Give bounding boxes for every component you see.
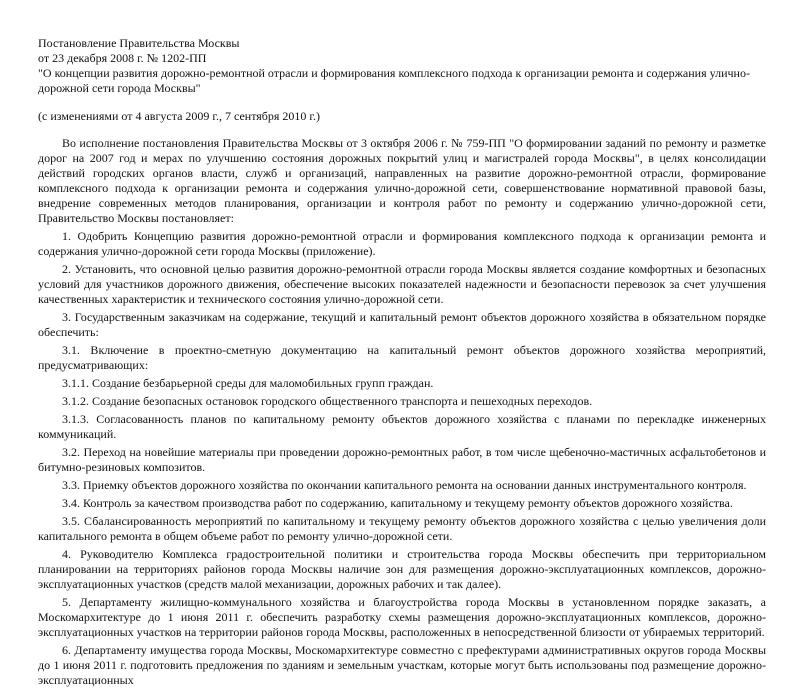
clause-1: 1. Одобрить Концепцию развития дорожно-ремонтной отрасли и формирования комплексного подхода к организации ремонта и содержания улично-дорожной сети города Москвы (приложение). <box>38 229 766 258</box>
clause-3-1-2: 3.1.2. Создание безопасных остановок городского общественного транспорта и пешеходных переходов. <box>62 394 593 408</box>
clause-3-2: 3.2. Переход на новейшие материалы при проведении дорожно-ремонтных работ, в том числе щебеночно-мастичных асфальтобетонов и битумно-резиновых композитов. <box>38 445 766 474</box>
clause-3-5: 3.5. Сбалансированность мероприятий по капитальному и текущему ремонту объектов дорожного хозяйства с целью увеличения доли капитального ремонта в общем объеме работ по ремонту улично-дорожной сети. <box>38 514 766 543</box>
clause-3-1-1: 3.1.1. Создание безбарьерной среды для маломобильных групп граждан. <box>62 376 434 390</box>
document-title: "О концепции развития дорожно-ремонтной отрасли и формирования комплексного подхода к организации ремонта и содержания улично-дорожной сети города Москвы" <box>38 66 750 95</box>
document-header <box>38 36 766 96</box>
clause-3-1-3: 3.1.3. Согласованность планов по капитальному ремонту объектов дорожного хозяйства с планами по перекладке инженерных коммуникаций. <box>38 412 766 441</box>
document-page <box>38 36 766 691</box>
preamble-paragraph: Во исполнение постановления Правительства Москвы от 3 октября 2006 г. № 759-ПП "О формировании заданий по ремонту и разметке дорог на 2007 год и мерах по улучшению состояния дорожных покрытий улиц и магистралей города Москвы", в целях консолидации действий городских органов власти, служб и организаций, направленных на развитие дорожно-ремонтной отрасли, формирование комплексного подхода к организации ремонта и содержания улично-дорожной сети, совершенствование нормативной правовой базы, внедрение современных методов планирования, организации и контроля работ по ремонту и содержанию улично-дорожной сети, Правительство Москвы постановляет: <box>38 136 766 225</box>
clause-2: 2. Установить, что основной целью развития дорожно-ремонтной отрасли города Москвы является создание комфортных и безопасных условий для участников дорожного движения, обеспечение высоких показателей надежности и безопасности перевозок за счет улучшения качественных характеристик и технического состояния улично-дорожной сети. <box>38 262 766 306</box>
clause-3-3: 3.3. Приемку объектов дорожного хозяйства по окончании капитального ремонта на основании данных инструментального контроля. <box>62 478 747 492</box>
amendments-note: (с изменениями от 4 августа 2009 г., 7 сентября 2010 г.) <box>38 109 320 123</box>
document-type: Постановление Правительства Москвы <box>38 36 240 50</box>
clause-6: 6. Департаменту имущества города Москвы, Москомархитектуре совместно с префектурами административных округов города Москвы до 1 июня 2011 г. подготовить предложения по зданиям и земельным участкам, которые могут быть использованы под размещение дорожно-эксплуатационных <box>38 643 766 687</box>
clause-3-1: 3.1. Включение в проектно-сметную документацию на капитальный ремонт объектов дорожного хозяйства мероприятий, предусматривающих: <box>38 343 766 372</box>
clause-3-4: 3.4. Контроль за качеством производства работ по содержанию, капитальному и текущему ремонту объектов дорожного хозяйства. <box>62 496 733 510</box>
document-date-number: от 23 декабря 2008 г. № 1202-ПП <box>38 51 207 65</box>
clause-3: 3. Государственным заказчикам на содержание, текущий и капитальный ремонт объектов дорожного хозяйства в обязательном порядке обеспечить: <box>38 310 766 339</box>
clause-5: 5. Департаменту жилищно-коммунального хозяйства и благоустройства города Москвы в установленном порядке заказать, а Москомархитектуре до 1 июня 2011 г. обеспечить разработку схемы размещения дорожно-эксплуатационных комплексов, дорожно-эксплуатационных участков на территории районов города Москвы, расположенных в непосредственной близости от убираемых территорий. <box>38 595 766 639</box>
clause-4: 4. Руководителю Комплекса градостроительной политики и строительства города Москвы обеспечить при территориальном планировании на территориях районов города Москвы наличие зон для размещения дорожно-эксплуатационных комплексов, дорожно-эксплуатационных участков (средств малой механизации, дорожных рабочих и так далее). <box>38 547 766 591</box>
